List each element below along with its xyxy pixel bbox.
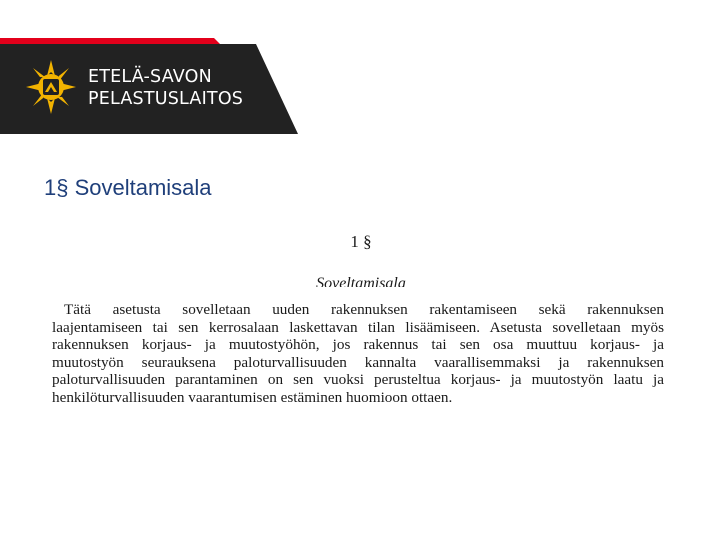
header-banner: [0, 0, 300, 134]
organization-name: [88, 66, 243, 110]
org-name-line-2: PELASTUSLAITOS: [88, 89, 244, 109]
section-number: 1 §: [350, 232, 372, 251]
paragraph-line: paloturvallisuuden parantaminen on sen vuoksi perusteltua korjaus- ja muutostyön laatu ja: [52, 371, 664, 388]
org-name-line-1: ETELÄ-SAVON: [88, 67, 212, 87]
paragraph-line: laajentamiseen tai sen kerrosalaan laskettavan tilan lisäämiseen. Asetusta sovelletaan myös: [52, 318, 664, 336]
paragraph-line: muutostyön seurauksena paloturvallisuuden kannalta vaarallisemmaksi ja rakennuksen: [52, 353, 664, 371]
paragraph-line: rakennuksen korjaus- ja muutostyöhön, jos rakennus tai sen osa muuttuu korjaus- ja: [52, 336, 664, 353]
paragraph-line: Tätä asetusta sovelletaan uuden rakennuksen rakentamiseen sekä rakennuksen: [64, 301, 664, 318]
section-heading: Soveltamisala: [316, 275, 406, 287]
paragraph-line: henkilöturvallisuuden vaarantumisen estäminen huomioon ottaen.: [52, 388, 453, 406]
slide-title: 1§ Soveltamisala: [44, 175, 212, 200]
statute-excerpt: [52, 232, 664, 406]
statute-paragraph: [52, 301, 664, 406]
rescue-star-emblem-icon: [24, 58, 78, 116]
